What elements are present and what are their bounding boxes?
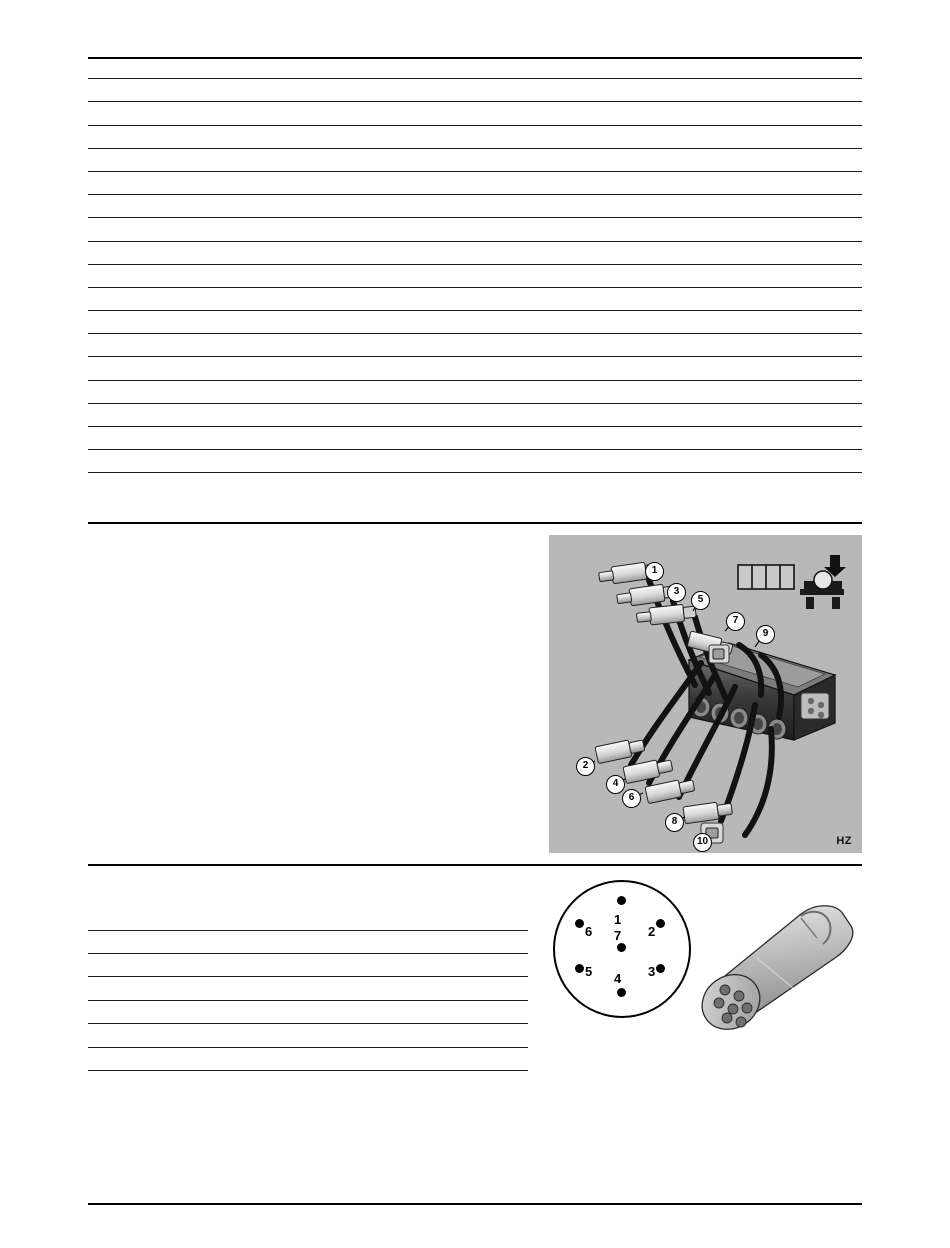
pin-label-2: 2 xyxy=(648,924,656,939)
pin-label-6: 6 xyxy=(585,924,593,939)
pin-label-7: 7 xyxy=(614,928,622,943)
table-row-text xyxy=(88,218,862,240)
pin-dot-3 xyxy=(656,964,665,973)
pin-label-4: 4 xyxy=(614,971,622,986)
table-row-text xyxy=(88,930,528,953)
table-row-text xyxy=(88,288,862,310)
table-row-text xyxy=(88,381,862,403)
table-row-text xyxy=(88,954,528,977)
table-row xyxy=(88,242,862,265)
table-row xyxy=(88,195,862,218)
callout-9: 9 xyxy=(756,625,775,644)
table-row-text xyxy=(88,126,862,148)
pin-label-1: 1 xyxy=(614,912,622,927)
table-row-text xyxy=(88,311,862,333)
table-row-text xyxy=(88,334,862,356)
pin-layout-circle xyxy=(553,880,691,1018)
table-row-text xyxy=(88,1048,528,1071)
connector-pinout-figure xyxy=(549,874,862,1044)
table-row xyxy=(88,977,528,1001)
pin-dot-4 xyxy=(617,988,626,997)
section-rule-middle xyxy=(88,864,862,866)
table-row xyxy=(88,427,862,450)
table-row xyxy=(88,930,528,954)
table-row-text xyxy=(88,1024,528,1047)
table-row xyxy=(88,381,862,404)
callout-6: 6 xyxy=(622,789,641,808)
callout-4: 4 xyxy=(606,775,625,794)
table-row-text xyxy=(88,357,862,379)
table-row-text xyxy=(88,265,862,287)
table-row xyxy=(88,56,862,79)
table-row-text xyxy=(88,404,862,426)
table-row-text xyxy=(88,172,862,194)
callout-3: 3 xyxy=(667,583,686,602)
machine-icon xyxy=(736,553,856,615)
table-row xyxy=(88,218,862,241)
table-row-text xyxy=(88,242,862,264)
table-row-text xyxy=(88,195,862,217)
pin-dot-2 xyxy=(656,919,665,928)
table-row-text xyxy=(88,102,862,124)
connector-plug-illustration xyxy=(697,898,867,1043)
table-row-text xyxy=(88,427,862,449)
table-row-text xyxy=(88,977,528,1000)
section-rule-top xyxy=(88,522,862,524)
table-row xyxy=(88,149,862,172)
callout-8: 8 xyxy=(665,813,684,832)
table-row xyxy=(88,102,862,125)
callout-7: 7 xyxy=(726,612,745,631)
table-row xyxy=(88,126,862,149)
table-row-text xyxy=(88,56,862,78)
pin-dot-5 xyxy=(575,964,584,973)
specifications-table xyxy=(88,56,862,473)
table-row xyxy=(88,1001,528,1025)
table-row xyxy=(88,311,862,334)
table-row xyxy=(88,357,862,380)
table-row-text xyxy=(88,149,862,171)
table-row xyxy=(88,450,862,473)
figure-watermark: HZ xyxy=(836,835,852,847)
pin-label-5: 5 xyxy=(585,964,593,979)
footer-rule xyxy=(88,1203,862,1205)
callout-1: 1 xyxy=(645,562,664,581)
callout-2: 2 xyxy=(576,757,595,776)
pin-dot-1 xyxy=(617,896,626,905)
table-row xyxy=(88,172,862,195)
table-row xyxy=(88,79,862,102)
table-row xyxy=(88,265,862,288)
pin-label-3: 3 xyxy=(648,964,656,979)
table-row-text xyxy=(88,1001,528,1024)
pin-assignment-table xyxy=(88,930,528,1071)
pin-dot-7 xyxy=(617,943,626,952)
callout-10: 10 xyxy=(693,833,712,852)
callout-5: 5 xyxy=(691,591,710,610)
table-row xyxy=(88,288,862,311)
table-row-text xyxy=(88,450,862,472)
table-row xyxy=(88,1024,528,1048)
pin-dot-6 xyxy=(575,919,584,928)
table-row-text xyxy=(88,79,862,101)
table-row xyxy=(88,1048,528,1072)
table-row xyxy=(88,404,862,427)
table-row xyxy=(88,954,528,978)
wiring-harness-figure xyxy=(549,535,862,853)
table-row xyxy=(88,334,862,357)
